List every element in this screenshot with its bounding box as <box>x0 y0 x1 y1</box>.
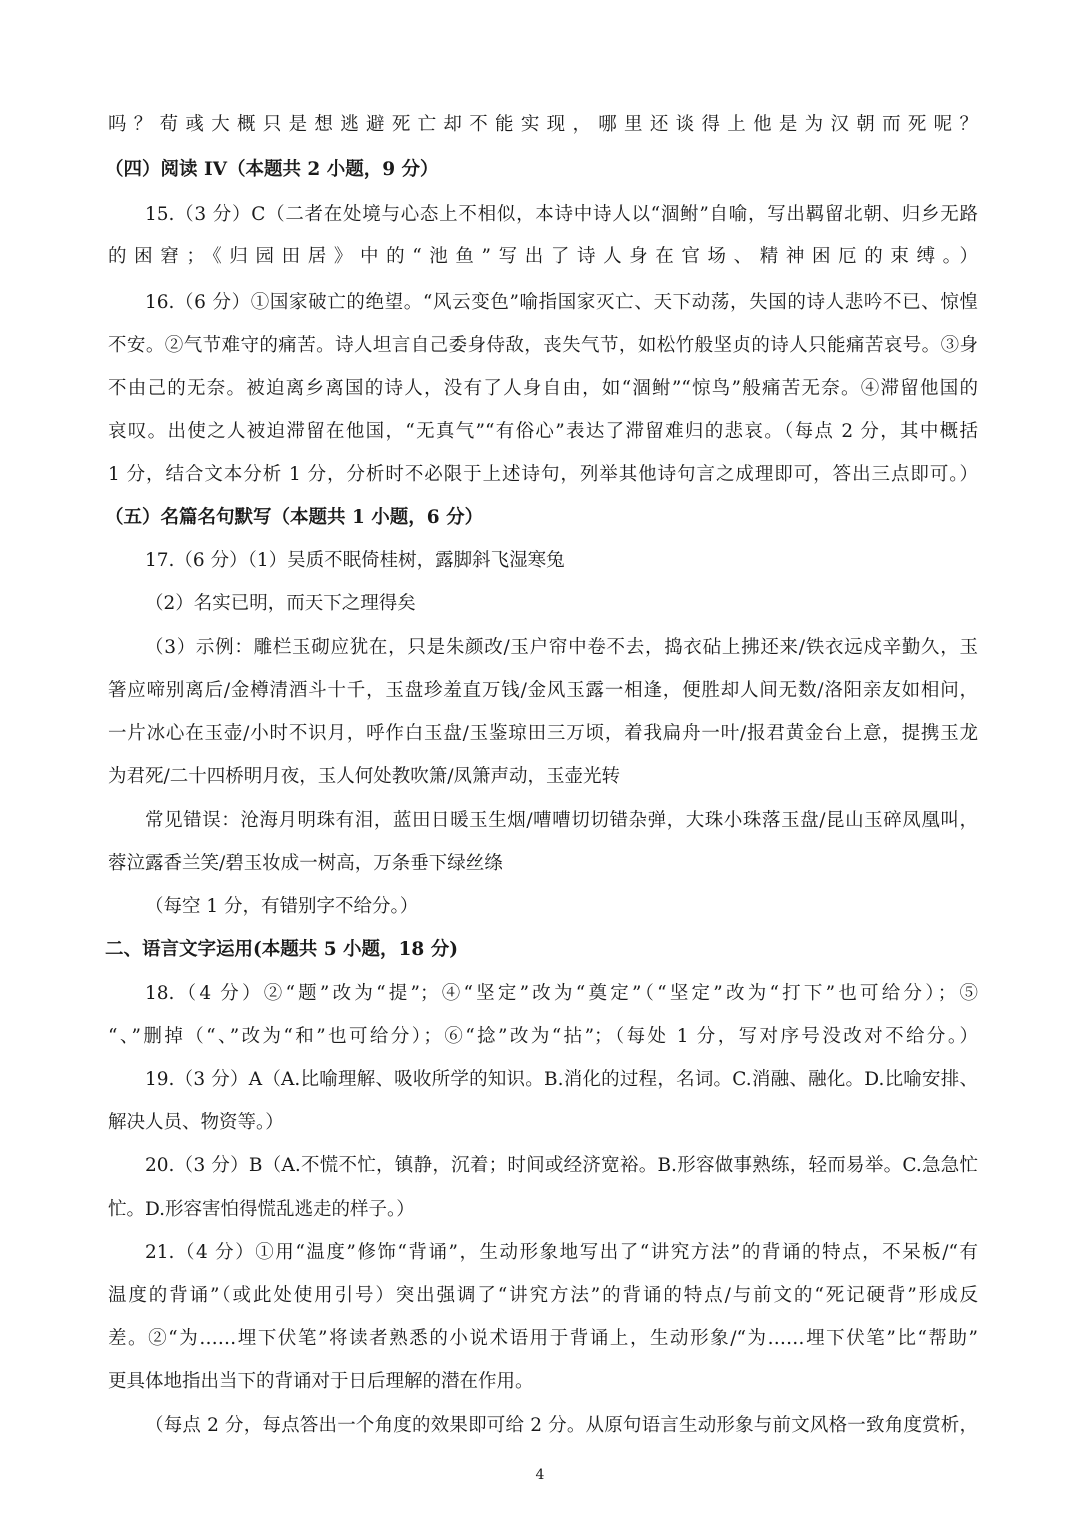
text-line: 常见错误：沧海月明珠有泪，蓝田日暖玉生烟/嘈嘈切切错杂弹，大珠小珠落玉盘/昆山玉碎凤凰叫， <box>145 810 978 831</box>
text-line: 蓉泣露香兰笑/碧玉妆成一树高，万条垂下绿丝绦 <box>108 853 503 874</box>
text-line: 差。②“为……埋下伏笔”将读者熟悉的小说术语用于背诵上，生动形象/“为……埋下伏笔”比“帮助” <box>108 1328 978 1349</box>
text-line: （每空 1 分，有错别字不给分。） <box>145 896 419 917</box>
text-line: 温度的背诵”（或此处使用引号）突出强调了“讲究方法”的背诵的特点/与前文的“死记硬背”形成反 <box>108 1285 978 1306</box>
text-line: 16.（6 分）①国家破亡的绝望。“风云变色”喻指国家灭亡、天下动荡，失国的诗人悲吟不已、惊惶 <box>145 292 978 313</box>
text-line: 19.（3 分）A（A.比喻理解、吸收所学的知识。B.消化的过程，名词。C.消融、融化。D.比喻安排、 <box>145 1069 978 1090</box>
text-line: 20.（3 分）B（A.不慌不忙，镇静，沉着；时间或经济宽裕。B.形容做事熟练，轻而易举。C.急急忙 <box>145 1155 978 1176</box>
text-line: （2）名实已明，而天下之理得矣 <box>145 593 416 614</box>
text-line: 解决人员、物资等。） <box>108 1112 284 1133</box>
text-line: 箸应啼别离后/金樽清酒斗十千，玉盘珍羞直万钱/金风玉露一相逢，便胜却人间无数/洛阳亲友如相问， <box>108 680 978 701</box>
text-line: 1 分，结合文本分析 1 分，分析时不必限于上述诗句，列举其他诗句言之成理即可，答出三点即可。） <box>108 464 978 485</box>
text-line: 18.（4 分）②“题”改为“提”；④“坚定”改为“奠定”（“坚定”改为“打下”也可给分）；⑤ <box>145 983 978 1004</box>
text-line: 哀叹。出使之人被迫滞留在他国，“无真气”“有俗心”表达了滞留难归的悲哀。（每点 2 分，其中概括 <box>108 421 978 442</box>
text-line: （每点 2 分，每点答出一个角度的效果即可给 2 分。从原句语言生动形象与前文风格一致角度赏析， <box>145 1415 978 1436</box>
section-heading: （五）名篇名句默写（本题共 1 小题，6 分） <box>105 507 484 528</box>
text-line: 15.（3 分）C（二者在处境与心态上不相似，本诗中诗人以“涸鲋”自喻，写出羁留北朝、归乡无路 <box>145 204 978 225</box>
text-line: 为君死/二十四桥明月夜，玉人何处教吹箫/凤箫声动，玉壶光转 <box>108 766 620 787</box>
text-line: （3）示例：雕栏玉砌应犹在，只是朱颜改/玉户帘中卷不去，捣衣砧上拂还来/铁衣远戍辛勤久，玉 <box>145 637 978 658</box>
text-line: 更具体地指出当下的背诵对于日后理解的潜在作用。 <box>108 1371 534 1392</box>
text-line: 不安。②气节难守的痛苦。诗人坦言自己委身侍敌，丧失气节，如松竹般坚贞的诗人只能痛苦哀号。③身 <box>108 335 978 356</box>
section-heading: （四）阅读 IV（本题共 2 小题，9 分） <box>105 159 439 180</box>
section-heading: 二、语言文字运用(本题共 5 小题，18 分) <box>105 939 458 960</box>
page-number: 4 <box>535 1467 545 1483</box>
text-line: 的困窘；《归园田居》中的“池鱼”写出了诗人身在官场、精神困厄的束缚。） <box>108 246 978 267</box>
text-line: 吗？荀彧大概只是想逃避死亡却不能实现，哪里还谈得上他是为汉朝而死呢？ <box>108 114 978 135</box>
text-line: 忙。D.形容害怕得慌乱逃走的样子。） <box>108 1199 415 1220</box>
text-line: 不由己的无奈。被迫离乡离国的诗人，没有了人身自由，如“涸鲋”“惊鸟”般痛苦无奈。④滞留他国的 <box>108 378 978 399</box>
text-line: “、”删掉（“、”改为“和”也可给分）；⑥“捻”改为“拈”；（每处 1 分，写对序号没改对不给分。） <box>108 1026 978 1047</box>
text-line: 一片冰心在玉壶/小时不识月，呼作白玉盘/玉鉴琼田三万顷，着我扁舟一叶/报君黄金台上意，提携玉龙 <box>108 723 978 744</box>
text-line: 21.（4 分）①用“温度”修饰“背诵”，生动形象地写出了“讲究方法”的背诵的特点，不呆板/“有 <box>145 1242 978 1263</box>
text-line: 17.（6 分）（1）吴质不眠倚桂树，露脚斜飞湿寒兔 <box>145 550 565 571</box>
